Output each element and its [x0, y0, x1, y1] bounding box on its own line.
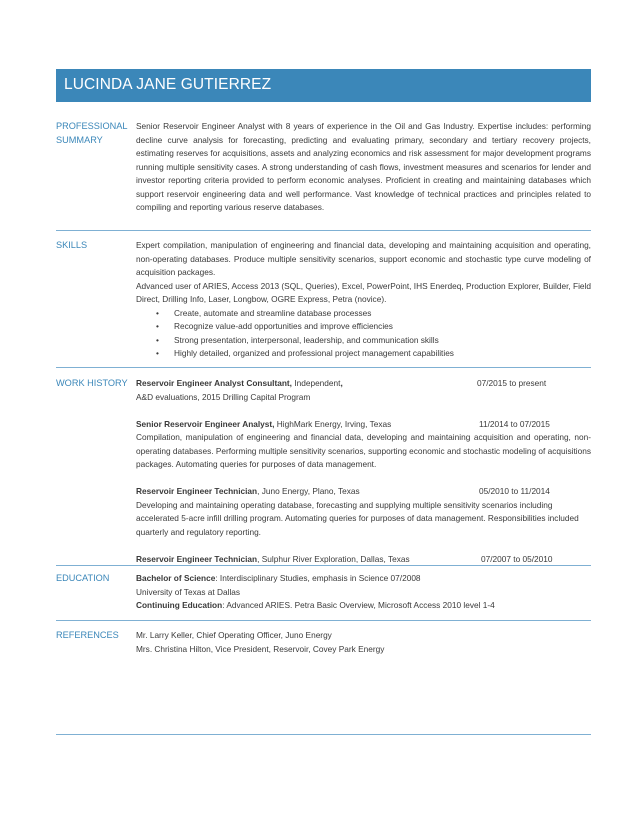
summary-text: Senior Reservoir Engineer Analyst with 8 years of experience in the Oil and Gas Industry. Expertise includes: performing decline curve analysis for forecasting, predicting and evaluating primary, secondary and tertiary recovery projects, estimating reserves for acquisitions, assets and analyzing economics and risk assessment for major development programs running multiple sensitivity cases. A strong understanding of cash flows, investment measures and scenarios for lender and investor reporting criteria provided to perform economic analyses. Proficient in creating and maintaining databases which support reservoir engineering data and well performance. Vast knowledge of technical practices and principles related to compiling and reporting various reserve databases.	[136, 121, 591, 212]
education-label: EDUCATION	[56, 573, 110, 583]
divider-rule	[56, 230, 591, 231]
job-heading	[136, 485, 591, 499]
job-title: Reservoir Engineer Technician	[136, 486, 258, 496]
job-description: Compilation, manipulation of engineering and financial data, developing and maintaining acquisition and operating, non-operating databases. Performing multiple sensitivity scenarios, supporting economic and stochastic modeling of acquisitions packages. Automating queries for purposes of data management.	[136, 432, 591, 469]
school-name: University of Texas at Dallas	[136, 586, 241, 597]
skills-paragraph: Expert compilation, manipulation of engineering and financial data, developing and maintaining acquisition and operating, non-operating databases. Produce multiple sensitivity scenarios, support economic and stochastic type curve modeling of acquisition packages.	[136, 240, 591, 277]
job-title: Senior Reservoir Engineer Analyst,	[136, 418, 275, 429]
job-title-trail: ,	[340, 378, 343, 388]
job-entry	[136, 377, 591, 404]
job-employer: HighMark Energy, Irving, Texas	[274, 418, 392, 429]
job-dates: 07/2007 to 05/2010	[481, 553, 553, 564]
divider-rule	[56, 620, 591, 621]
job-dates: 07/2015 to present	[477, 378, 547, 388]
job-description: A&D evaluations, 2015 Drilling Capital Program	[136, 391, 311, 402]
work-history-content	[136, 377, 591, 566]
job-entry	[136, 553, 591, 567]
job-heading	[136, 553, 591, 567]
references-content	[136, 629, 591, 656]
summary-label-line1: PROFESSIONAL	[56, 121, 128, 131]
skill-bullet: • Recognize value-add opportunities and improve efficiencies	[174, 320, 591, 334]
job-description: Developing and maintaining operating database, forecasting and supplying multiple sensitivity scenarios including accelerated 5-acre infill drilling program. Automating queries for purposes of data management. Responsibilities included quarterly and regulatory reporting.	[136, 499, 579, 537]
job-dates: 05/2010 to 11/2014	[479, 486, 550, 496]
reference-item: Mrs. Christina Hilton, Vice President, Reservoir, Covey Park Energy	[136, 643, 385, 654]
skills-paragraph: Advanced user of ARIES, Access 2013 (SQL, Queries), Excel, PowerPoint, IHS Enerdeq, Production Explorer, Builder, Field Direct, Drilling Info, Laser, Longbow, OGRE Express, Petra (novice).	[136, 280, 591, 304]
degree-text: : Interdisciplinary Studies, emphasis in Science 07/2008	[215, 573, 421, 583]
candidate-name: LUCINDA JANE GUTIERREZ	[64, 76, 272, 93]
job-title: Reservoir Engineer Analyst Consultant,	[136, 378, 292, 388]
education-content	[136, 572, 591, 613]
divider-rule	[56, 734, 591, 735]
degree-line	[136, 572, 591, 586]
skills-list	[136, 307, 591, 361]
job-dates: 11/2014 to 07/2015	[479, 418, 550, 429]
continuing-education-text: : Advanced ARIES. Petra Basic Overview, Microsoft Access 2010 level 1-4	[222, 600, 495, 610]
references-label: REFERENCES	[56, 630, 119, 640]
job-entry	[136, 485, 591, 539]
job-title: Reservoir Engineer Technician	[136, 553, 258, 564]
skills-content	[136, 239, 591, 361]
name-banner	[56, 69, 591, 102]
continuing-education-line	[136, 599, 591, 613]
skill-bullet: • Highly detailed, organized and professional project management capabilities	[174, 347, 591, 361]
summary-label-line2: SUMMARY	[56, 134, 103, 145]
divider-rule	[56, 565, 591, 566]
job-employer: Independent	[292, 378, 341, 388]
job-employer: , Sulphur River Exploration, Dallas, Texas	[257, 553, 410, 564]
work-history-label: WORK HISTORY	[56, 378, 128, 388]
continuing-education-label: Continuing Education	[136, 600, 223, 610]
degree-label: Bachelor of Science	[136, 573, 216, 583]
summary-label	[56, 120, 132, 147]
divider-rule	[56, 367, 591, 368]
skill-bullet: • Strong presentation, interpersonal, leadership, and communication skills	[174, 334, 591, 348]
job-heading	[136, 377, 591, 391]
job-heading	[136, 418, 591, 432]
reference-item: Mr. Larry Keller, Chief Operating Officer, Juno Energy	[136, 630, 332, 640]
skills-label: SKILLS	[56, 240, 88, 250]
skill-bullet: • Create, automate and streamline database processes	[174, 307, 591, 321]
job-entry	[136, 418, 591, 472]
job-employer: , Juno Energy, Plano, Texas	[257, 486, 360, 496]
